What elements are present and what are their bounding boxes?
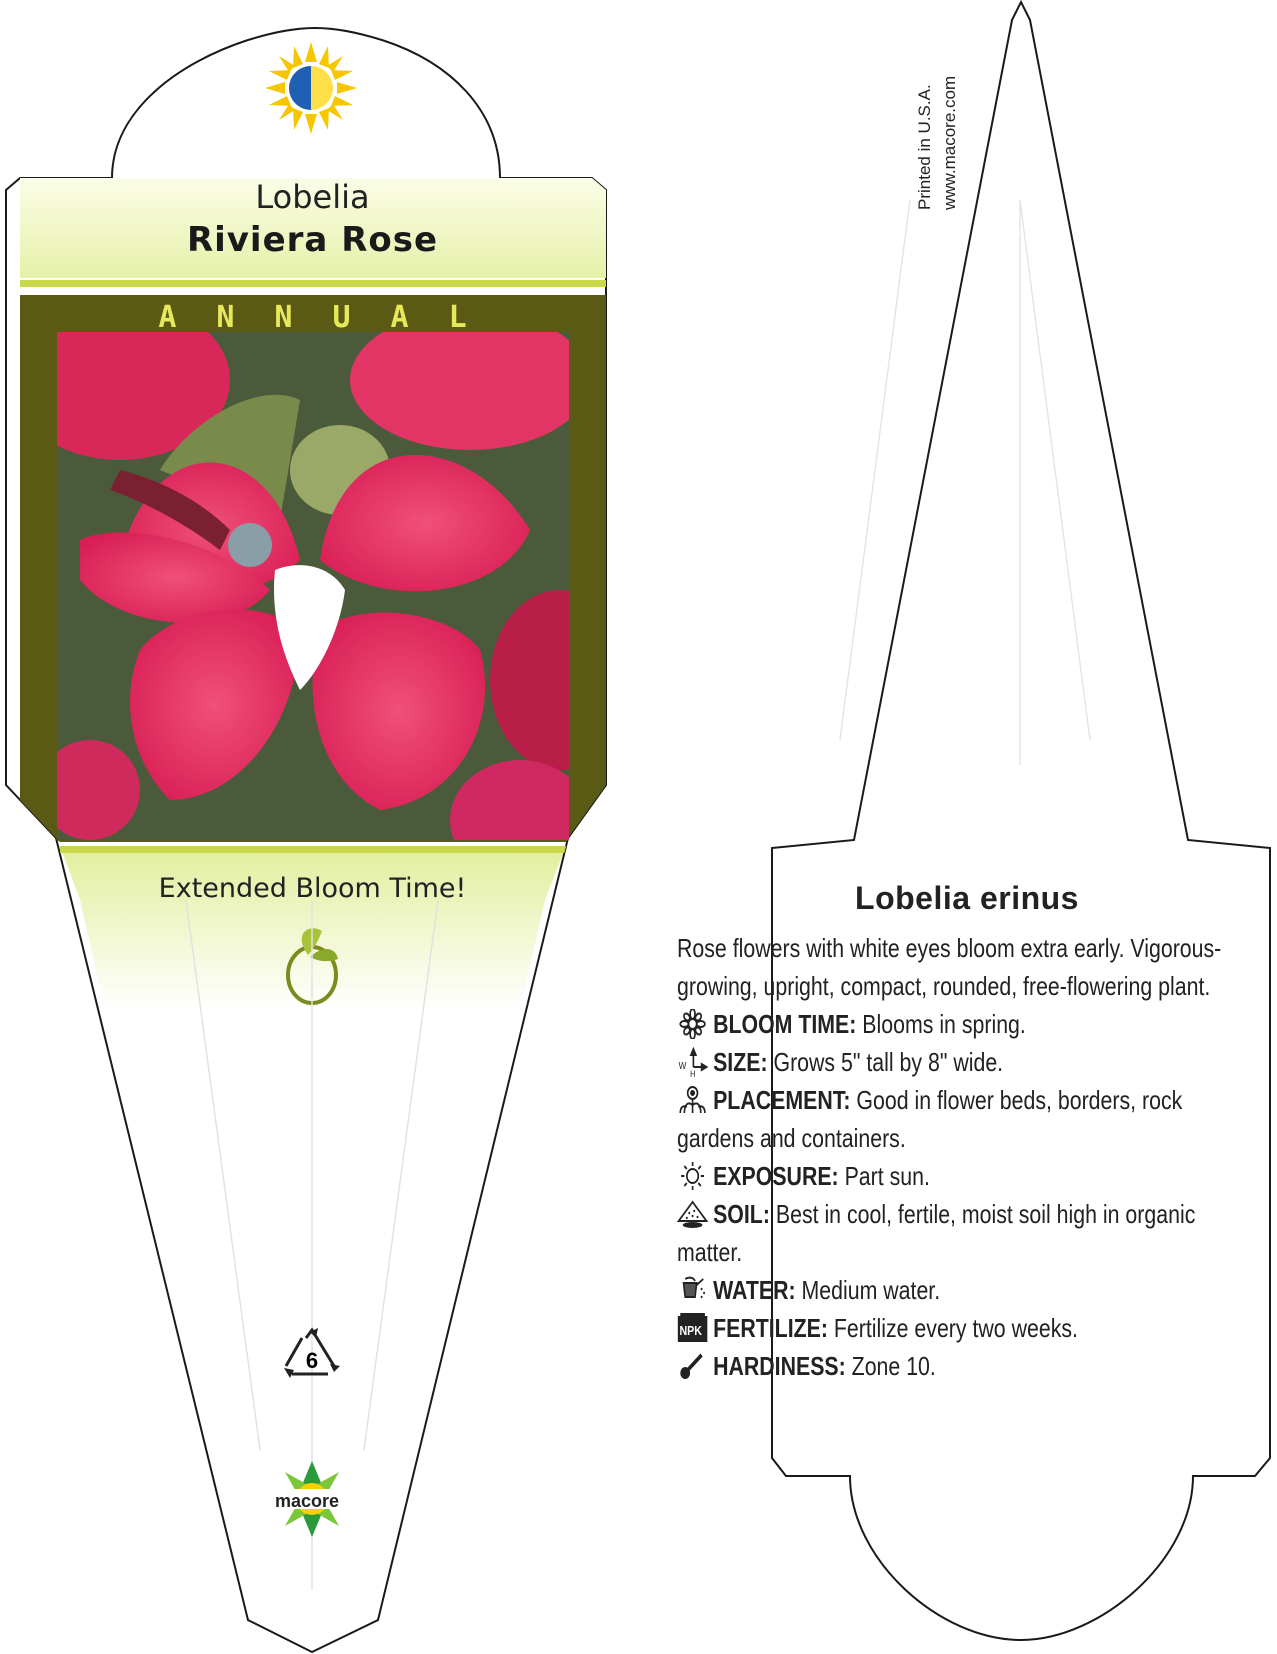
- category-label: ANNUAL: [158, 300, 507, 335]
- printed-notice: [912, 76, 962, 210]
- soil-icon: [677, 1199, 708, 1229]
- flower-photo: [10, 300, 630, 880]
- attribute-value: Good in flower beds, borders, rock gardens and containers.: [677, 1085, 1183, 1153]
- watering-can-icon: [677, 1275, 708, 1305]
- attribute-fertilize: [677, 1309, 1251, 1347]
- attribute-bloom-time: [677, 1005, 1251, 1043]
- botanical-name: Lobelia erinus: [855, 880, 1079, 916]
- npk-icon: [677, 1313, 708, 1343]
- attribute-value: Best in cool, fertile, moist soil high in organic matter.: [677, 1199, 1196, 1267]
- plant-description: Rose flowers with white eyes bloom extra early. Vigorous-growing, upright, compact, rounded, free-flowering plant.: [677, 933, 1222, 1001]
- thermometer-icon: [677, 1351, 708, 1381]
- attribute-value: Zone 10.: [845, 1351, 936, 1381]
- svg-text:H: H: [690, 1069, 696, 1077]
- attribute-value: Blooms in spring.: [856, 1009, 1026, 1039]
- attribute-label: FERTILIZE:: [713, 1313, 828, 1343]
- attribute-label: BLOOM TIME:: [713, 1009, 857, 1039]
- attribute-label: SOIL:: [713, 1199, 770, 1229]
- attribute-size: [677, 1043, 1251, 1081]
- placement-icon: [677, 1085, 708, 1115]
- attribute-value: Fertilize every two weeks.: [827, 1313, 1078, 1343]
- tagline: Extended Bloom Time!: [158, 873, 467, 904]
- brand-name: macore: [274, 1491, 340, 1511]
- attribute-label: EXPOSURE:: [713, 1161, 839, 1191]
- sun-icon: [677, 1161, 708, 1191]
- attribute-value: Medium water.: [795, 1275, 941, 1305]
- printed-text: Printed in U.S.A.: [915, 84, 934, 210]
- attribute-soil: [677, 1195, 1251, 1271]
- attribute-value: Grows 5" tall by 8" wide.: [767, 1047, 1004, 1077]
- plant-genus: Lobelia: [255, 178, 370, 216]
- attribute-water: [677, 1271, 1251, 1309]
- size-arrows-icon: [677, 1047, 708, 1077]
- website-text: www.macore.com: [940, 75, 959, 210]
- attribute-label: SIZE:: [713, 1047, 768, 1077]
- svg-text:NPK: NPK: [679, 1322, 702, 1339]
- attribute-placement: [677, 1081, 1251, 1157]
- attribute-label: WATER:: [713, 1275, 796, 1305]
- recycle-number: 6: [305, 1348, 319, 1373]
- care-info: [677, 880, 1257, 1385]
- attribute-hardiness: [677, 1347, 1251, 1385]
- attribute-label: HARDINESS:: [713, 1351, 846, 1381]
- flower-icon: [677, 1009, 708, 1039]
- attribute-label: PLACEMENT:: [713, 1085, 851, 1115]
- plant-variety: Riviera Rose: [186, 220, 439, 260]
- back-tag: [772, 2, 1270, 1640]
- svg-text:W: W: [678, 1060, 687, 1072]
- attribute-exposure: [677, 1157, 1251, 1195]
- attribute-value: Part sun.: [838, 1161, 930, 1191]
- front-tag: [6, 28, 630, 1652]
